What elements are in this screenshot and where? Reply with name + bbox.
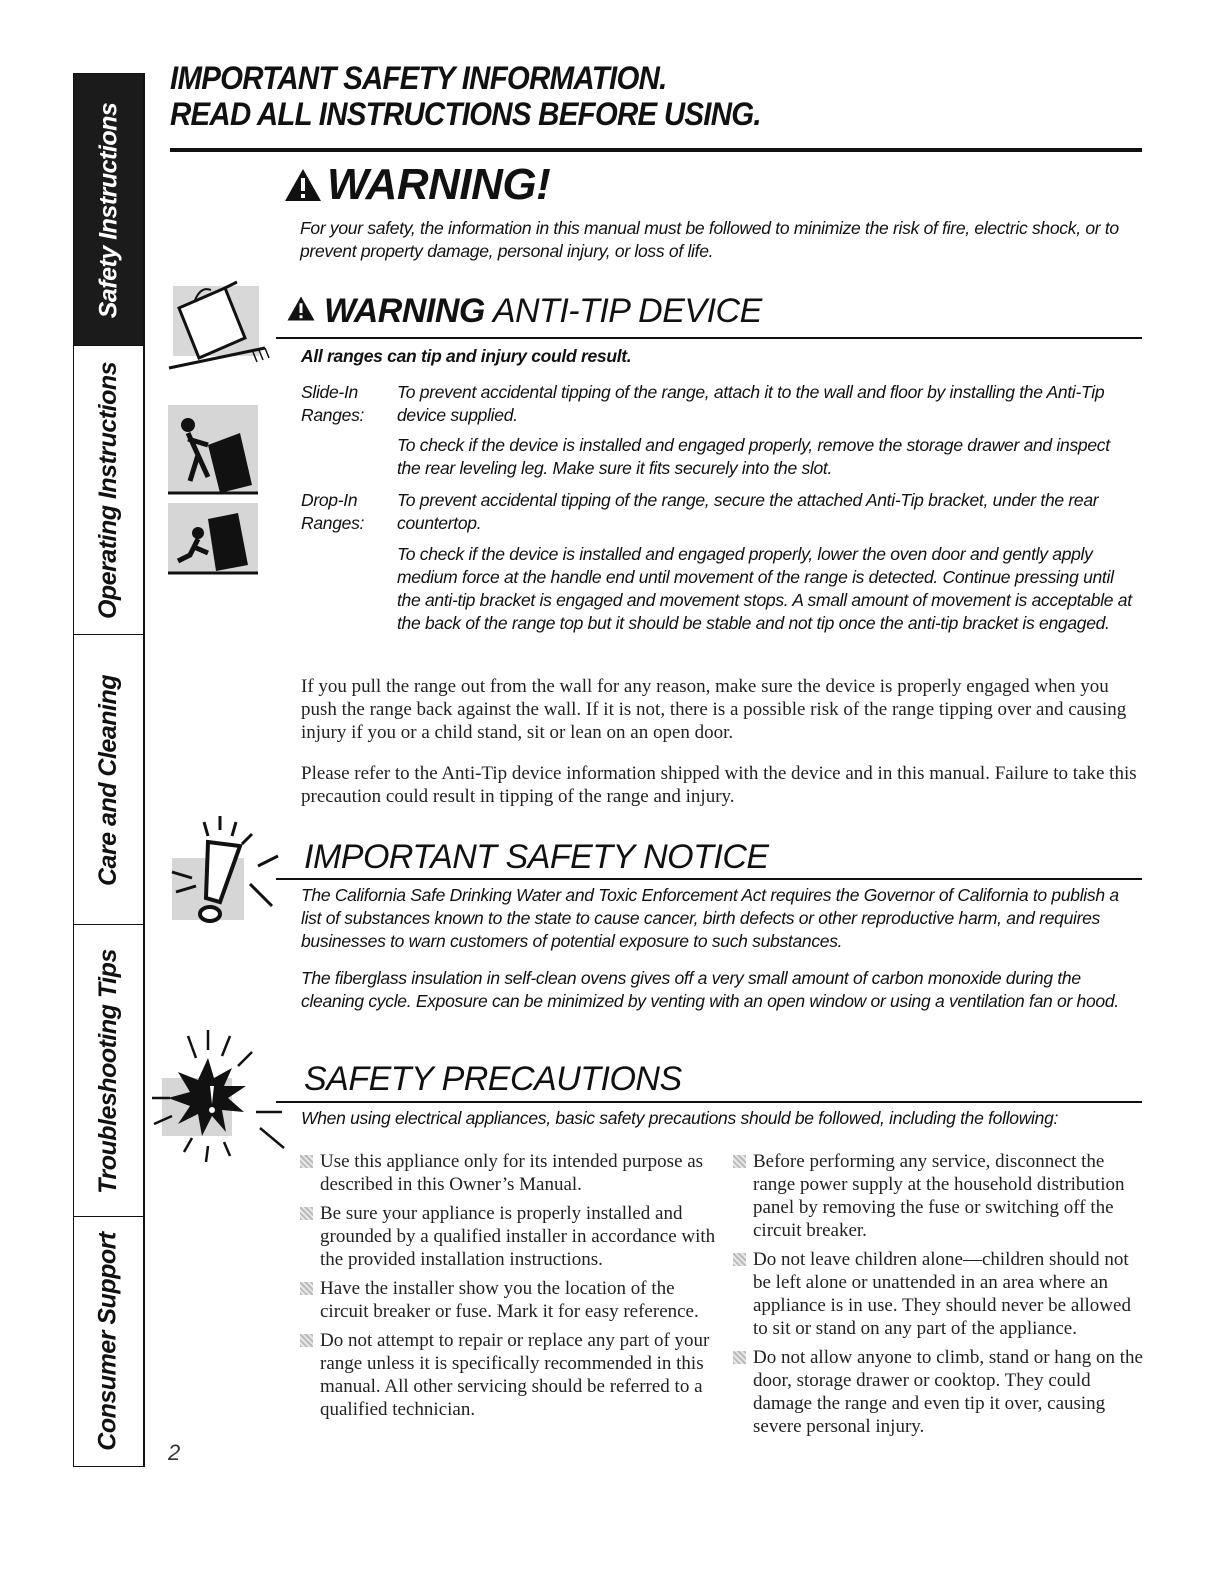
tab-label: Consumer Support — [94, 1232, 122, 1451]
tab-label: Troubleshooting Tips — [94, 948, 123, 1194]
warning-triangle-icon — [286, 295, 316, 322]
slide-in-label-1: Slide-In — [301, 382, 358, 402]
bullet-square-icon — [300, 1207, 313, 1220]
precautions-rule — [276, 1101, 1142, 1103]
tab-care-and-cleaning[interactable] — [73, 634, 145, 926]
anti-tip-subtitle: All ranges can tip and injury could result. — [301, 346, 632, 366]
list-item — [731, 1150, 1145, 1242]
list-item — [298, 1329, 716, 1421]
anti-tip-title-light: ANTI-TIP DEVICE — [492, 292, 762, 330]
warning-title-text: WARNING! — [327, 160, 551, 209]
bullet-square-icon — [733, 1351, 746, 1364]
slide-in-label — [301, 381, 396, 427]
tab-label: Safety Instructions — [94, 102, 122, 318]
tab-operating-instructions[interactable] — [73, 345, 145, 636]
list-item-text: Do not allow anyone to climb, stand or hang on the door, storage drawer or cooktop. They could damage the range and even tip it over, causing severe personal injury. — [753, 1347, 1143, 1437]
header-rule — [170, 148, 1142, 152]
page-number: 2 — [168, 1440, 181, 1465]
tab-consumer-support[interactable] — [73, 1216, 145, 1467]
notice-paragraph-2: The fiberglass insulation in self-clean ovens gives off a very small amount of carbon monoxide during the cleaning cycle. Exposure can be minimized by venting with an open window or using a ventilation fan or hood. — [301, 968, 1119, 1011]
bullet-square-icon — [300, 1282, 313, 1295]
list-item-text: Do not attempt to repair or replace any part of your range unless it is specifically recommended in this manual. All other servicing should be referred to a qualified technician. — [320, 1330, 710, 1420]
list-item-text: Be sure your appliance is properly installed and grounded by a qualified installer in accordance with the provided installation instructions. — [320, 1203, 716, 1270]
list-item — [298, 1150, 716, 1196]
exclamation-bulb-icon — [162, 812, 282, 930]
bullet-square-icon — [300, 1334, 313, 1347]
list-item — [298, 1202, 716, 1271]
precautions-title-text: SAFETY PRECAUTIONS — [304, 1060, 682, 1098]
precautions-list-right — [731, 1150, 1145, 1444]
slide-in-check: To check if the device is installed and engaged properly, remove the storage drawer and inspect the rear leveling leg. Make sure it fits securely into the slot. — [397, 435, 1110, 478]
precautions-title — [304, 1060, 682, 1099]
child-climbing-range-illustration — [168, 405, 258, 497]
range-tipping-illustration — [165, 278, 275, 374]
tab-label: Operating Instructions — [94, 361, 122, 620]
precautions-intro: When using electrical appliances, basic safety precautions should be followed, including the following: — [301, 1108, 1059, 1128]
notice-rule — [276, 878, 1142, 880]
drop-in-label — [301, 489, 396, 535]
bullet-square-icon — [733, 1253, 746, 1266]
list-item — [731, 1248, 1145, 1340]
drop-in-label-2: Ranges: — [301, 513, 365, 533]
tab-troubleshooting-tips[interactable] — [73, 924, 145, 1218]
bullet-square-icon — [733, 1155, 746, 1168]
warning-triangle-icon — [283, 167, 323, 203]
anti-tip-title-bold: WARNING — [324, 292, 485, 330]
tab-label: Care and Cleaning — [94, 674, 122, 886]
bullet-square-icon — [300, 1155, 313, 1168]
page-header — [170, 60, 1150, 132]
slide-in-text: To prevent accidental tipping of the range, attach it to the wall and floor by installing the Anti-Tip device supplied. — [397, 382, 1105, 425]
drop-in-text: To prevent accidental tipping of the range, secure the attached Anti-Tip bracket, under the rear countertop. — [397, 490, 1099, 533]
drop-in-label-1: Drop-In — [301, 490, 358, 510]
header-line-1: IMPORTANT SAFETY INFORMATION. — [170, 60, 667, 96]
drop-in-check: To check if the device is installed and engaged properly, lower the oven door and gently apply medium force at the handle end until movement of the range is detected. Continue pressing until the anti-tip bracket is engaged and movement stops. A small amount of movement is acceptable at the back of the range top but it should be stable and not tip once the anti-tip bracket is engaged. — [397, 544, 1132, 633]
notice-title — [304, 838, 769, 877]
header-line-2: READ ALL INSTRUCTIONS BEFORE USING. — [170, 96, 761, 132]
list-item-text: Have the installer show you the location of the circuit breaker or fuse. Mark it for easy reference. — [320, 1278, 699, 1322]
burst-warning-icon — [148, 1028, 288, 1168]
list-item — [731, 1346, 1145, 1438]
anti-tip-paragraph-2: Please refer to the Anti-Tip device information shipped with the device and in this manual. Failure to take this precaution could result in tipping of the range and injury. — [301, 763, 1137, 807]
warning-title — [283, 160, 550, 210]
anti-tip-paragraph-1: If you pull the range out from the wall for any reason, make sure the device is properly engaged when you push the range back against the wall. If it is not, there is a possible risk of the range tipping over and causing injury if you or a child stand, sit or lean on an open door. — [301, 676, 1127, 743]
tab-safety-instructions[interactable] — [73, 73, 145, 347]
anti-tip-title — [286, 292, 762, 331]
notice-paragraph-1: The California Safe Drinking Water and Toxic Enforcement Act requires the Governor of California to publish a list of substances known to the state to cause cancer, birth defects or other reproductive harm, and requires businesses to warn customers of potential exposure to such substances. — [301, 885, 1119, 951]
list-item-text: Do not leave children alone—children should not be left alone or unattended in an area where an appliance is in use. They should never be allowed to sit or stand on any part of the appliance. — [753, 1249, 1131, 1339]
child-on-door-illustration — [168, 503, 258, 577]
slide-in-label-2: Ranges: — [301, 405, 365, 425]
list-item-text: Use this appliance only for its intended purpose as described in this Owner’s Manual. — [320, 1151, 704, 1195]
list-item — [298, 1277, 716, 1323]
list-item-text: Before performing any service, disconnect the range power supply at the household distribution panel by removing the fuse or switching off the circuit breaker. — [753, 1151, 1125, 1241]
warning-text: For your safety, the information in this manual must be followed to minimize the risk of fire, electric shock, or to prevent property damage, personal injury, or loss of life. — [300, 218, 1119, 261]
anti-tip-rule — [276, 337, 1142, 339]
precautions-list-left — [298, 1150, 716, 1427]
notice-title-text: IMPORTANT SAFETY NOTICE — [304, 838, 769, 876]
section-tabs — [73, 73, 144, 1465]
